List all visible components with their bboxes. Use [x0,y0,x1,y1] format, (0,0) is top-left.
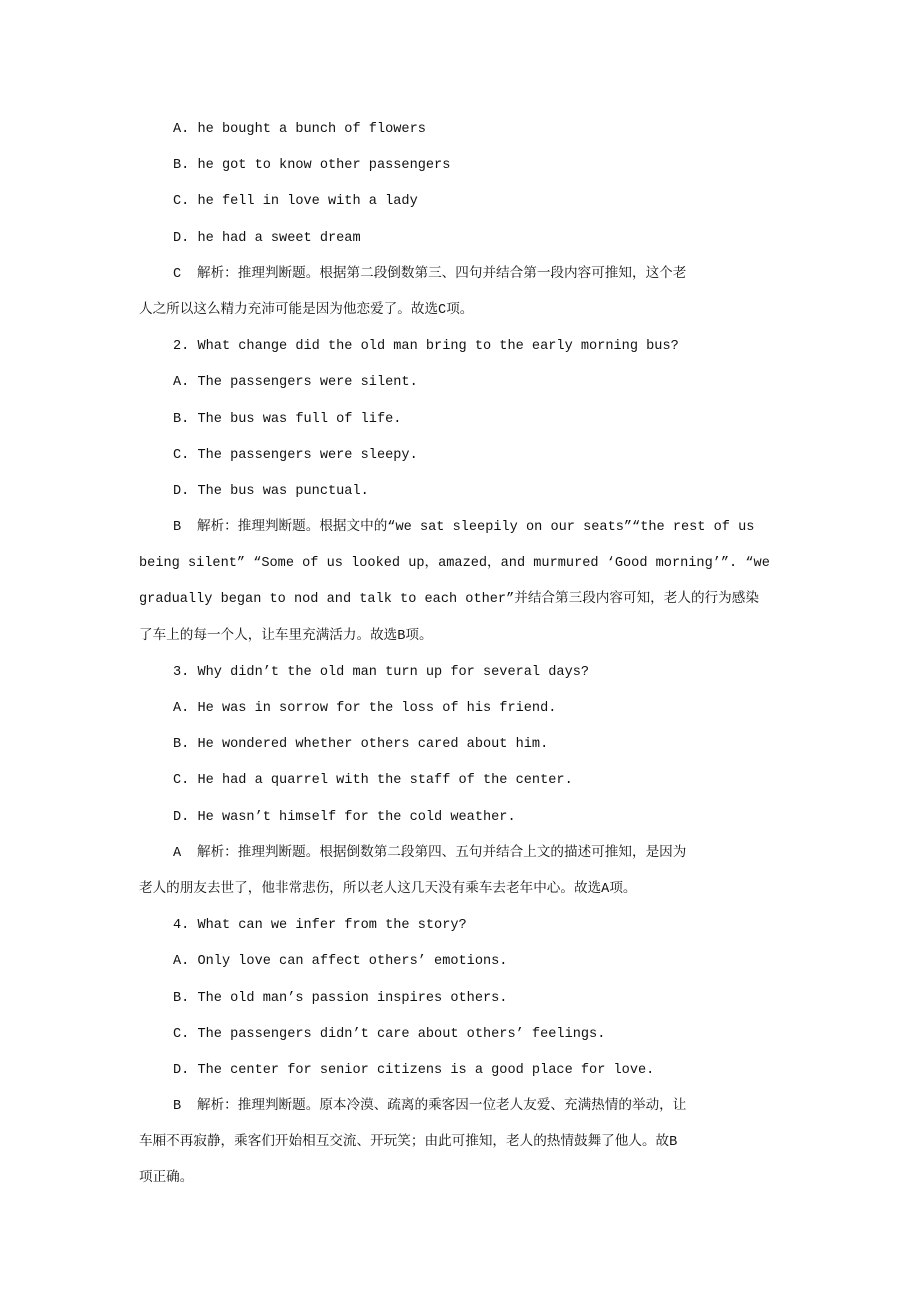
q4-option-c: C. The passengers didn’t care about others’ feelings. [173,1026,606,1042]
q3-explanation-line: 老人的朋友去世了，他非常悲伤，所以老人这几天没有乘车去老年中心。故选A项。 [139,881,637,897]
q1-option-d: D. he had a sweet dream [173,230,361,246]
q3-explanation-line [139,842,809,878]
q4-explanation-line: 车厢不再寂静，乘客们开始相互交流、开玩笑；由此可推知，老人的热情鼓舞了他人。故B [139,1135,678,1151]
q1-explanation-text: 解析：推理判断题。根据第二段倒数第三、四句并结合第一段内容可推知，这个老 [197,266,687,282]
q3-option-a: A. He was in sorrow for the loss of his friend. [173,701,557,716]
q4-explanation-line [139,1095,809,1131]
q3-option-b: B. He wondered whether others cared about him. [173,737,549,753]
q4-question: 4. What can we infer from the story? [173,918,467,934]
q1-answer: C [173,266,182,282]
q2-explanation-text: 解析：推理判断题。根据文中的“we sat sleepily on our seats”“the rest of us [197,520,755,536]
q4-option-b: B. The old man’s passion inspires others. [173,990,508,1006]
q2-explanation-line [139,516,809,552]
q3-option-c: C. He had a quarrel with the staff of the center. [173,773,573,789]
q4-explanation-text: 解析：推理判断题。原本冷漠、疏离的乘客因一位老人友爱、充满热情的举动，让 [197,1099,687,1115]
q3-explanation-text: 解析：推理判断题。根据倒数第二段第四、五句并结合上文的描述可推知，是因为 [197,845,687,861]
q4-explanation-line: 项正确。 [139,1171,194,1187]
q3-question: 3. Why didn’t the old man turn up for several days? [173,664,590,680]
q2-question: 2. What change did the old man bring to the early morning bus? [173,339,679,355]
q2-explanation-line: being silent” “Some of us looked up，amazed，and murmured ‘Good morning’”. “we [139,556,770,572]
q1-explanation-line: 人之所以这么精力充沛可能是因为他恋爱了。故选C项。 [139,302,474,318]
document-page [139,118,809,1204]
q4-option-d: D. The center for senior citizens is a good place for love. [173,1062,655,1078]
q1-option-c: C. he fell in love with a lady [173,194,418,210]
q2-option-d: D. The bus was punctual. [173,483,369,499]
q3-answer: A [173,845,182,861]
q2-answer: B [173,520,182,536]
q2-explanation-line: gradually began to nod and talk to each other”并结合第三段内容可知，老人的行为感染 [139,592,759,608]
q1-option-a: A. he bought a bunch of flowers [173,122,426,137]
q4-answer: B [173,1099,182,1115]
q4-option-a: A. Only love can affect others’ emotions. [173,954,508,970]
q2-option-a: A. The passengers were silent. [173,375,418,391]
q2-option-b: B. The bus was full of life. [173,411,402,427]
q1-explanation-line [139,263,809,299]
q3-option-d: D. He wasn’t himself for the cold weather. [173,809,516,825]
q2-explanation-line: 了车上的每一个人，让车里充满活力。故选B项。 [139,628,433,644]
q2-option-c: C. The passengers were sleepy. [173,447,418,463]
q1-option-b: B. he got to know other passengers [173,158,451,174]
